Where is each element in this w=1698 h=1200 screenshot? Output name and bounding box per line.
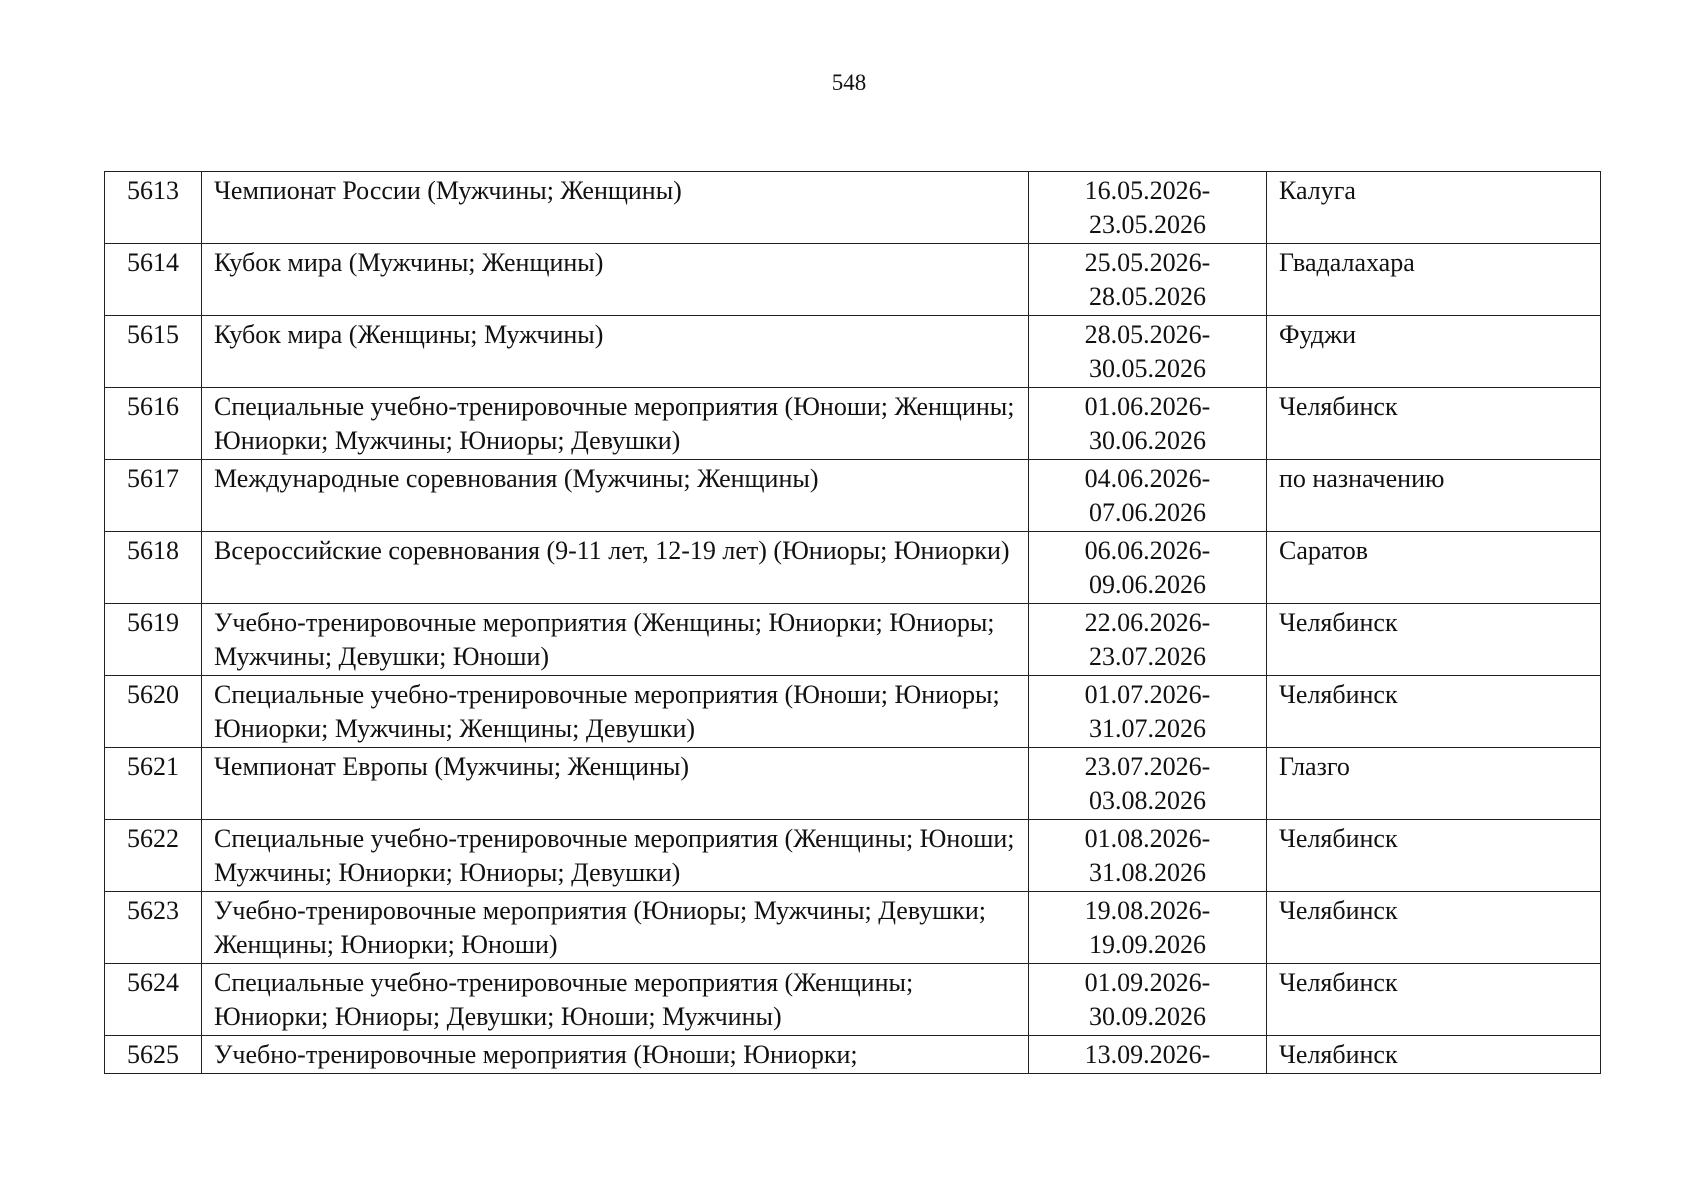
date-end: 28.05.2026 — [1089, 282, 1206, 311]
date-start: 25.05.2026- — [1084, 248, 1211, 277]
date-end: 31.08.2026 — [1089, 858, 1206, 887]
date-start: 01.09.2026- — [1084, 968, 1211, 997]
event-name: Кубок мира (Мужчины; Женщины) — [202, 244, 1029, 316]
event-dates — [1029, 1036, 1267, 1074]
row-number: 5624 — [105, 964, 202, 1036]
date-start: 06.06.2026- — [1084, 536, 1211, 565]
event-name: Специальные учебно-тренировочные мероприятия (Женщины; Юноши; Мужчины; Юниорки; Юниоры; Девушки) — [202, 820, 1029, 892]
event-place: Челябинск — [1267, 820, 1601, 892]
row-number: 5625 — [105, 1036, 202, 1074]
table-row — [105, 172, 1601, 244]
date-end: 30.09.2026 — [1089, 1002, 1206, 1031]
event-place: Глазго — [1267, 748, 1601, 820]
page-number: 548 — [831, 70, 867, 95]
date-start: 04.06.2026- — [1084, 464, 1211, 493]
date-start: 01.07.2026- — [1084, 680, 1211, 709]
event-name: Учебно-тренировочные мероприятия (Женщины; Юниорки; Юниоры; Мужчины; Девушки; Юноши) — [202, 604, 1029, 676]
event-place: Челябинск — [1267, 604, 1601, 676]
event-name: Специальные учебно-тренировочные мероприятия (Юноши; Женщины; Юниорки; Мужчины; Юниоры; Девушки) — [202, 388, 1029, 460]
event-place: Челябинск — [1267, 892, 1601, 964]
date-end: 31.07.2026 — [1089, 714, 1206, 743]
date-start: 22.06.2026- — [1084, 608, 1211, 637]
event-dates — [1029, 460, 1267, 532]
row-number: 5623 — [105, 892, 202, 964]
date-end: 07.06.2026 — [1089, 498, 1206, 527]
event-place: Гвадалахара — [1267, 244, 1601, 316]
event-dates — [1029, 820, 1267, 892]
event-place: Челябинск — [1267, 388, 1601, 460]
row-number: 5620 — [105, 676, 202, 748]
event-name: Всероссийские соревнования (9-11 лет, 12-19 лет) (Юниоры; Юниорки) — [202, 532, 1029, 604]
date-end: 30.05.2026 — [1089, 354, 1206, 383]
event-dates — [1029, 316, 1267, 388]
date-end: 23.05.2026 — [1089, 210, 1206, 239]
event-name: Учебно-тренировочные мероприятия (Юноши; Юниорки; — [202, 1036, 1029, 1074]
table-row — [105, 748, 1601, 820]
date-end: 23.07.2026 — [1089, 642, 1206, 671]
date-start: 01.08.2026- — [1084, 824, 1211, 853]
row-number: 5614 — [105, 244, 202, 316]
event-dates — [1029, 676, 1267, 748]
events-table — [104, 171, 1601, 1074]
date-start: 16.05.2026- — [1084, 176, 1211, 205]
event-dates — [1029, 964, 1267, 1036]
event-name: Чемпионат Европы (Мужчины; Женщины) — [202, 748, 1029, 820]
table-row — [105, 460, 1601, 532]
event-place: Калуга — [1267, 172, 1601, 244]
date-start: 28.05.2026- — [1084, 320, 1211, 349]
table-row — [105, 244, 1601, 316]
table-row — [105, 676, 1601, 748]
table-row — [105, 532, 1601, 604]
date-end: 30.06.2026 — [1089, 426, 1206, 455]
row-number: 5617 — [105, 460, 202, 532]
event-dates — [1029, 172, 1267, 244]
row-number: 5618 — [105, 532, 202, 604]
event-dates — [1029, 892, 1267, 964]
row-number: 5613 — [105, 172, 202, 244]
event-dates — [1029, 388, 1267, 460]
event-dates — [1029, 244, 1267, 316]
table-row — [105, 820, 1601, 892]
event-place: Челябинск — [1267, 1036, 1601, 1074]
date-start: 19.08.2026- — [1084, 896, 1211, 925]
date-start: 13.09.2026- — [1084, 1040, 1211, 1069]
table-row — [105, 316, 1601, 388]
date-end: 03.08.2026 — [1089, 786, 1206, 815]
event-place: по назначению — [1267, 460, 1601, 532]
event-place: Фуджи — [1267, 316, 1601, 388]
row-number: 5621 — [105, 748, 202, 820]
date-start: 01.06.2026- — [1084, 392, 1211, 421]
row-number: 5616 — [105, 388, 202, 460]
event-name: Учебно-тренировочные мероприятия (Юниоры; Мужчины; Девушки; Женщины; Юниорки; Юноши) — [202, 892, 1029, 964]
date-start: 23.07.2026- — [1084, 752, 1211, 781]
event-dates — [1029, 604, 1267, 676]
event-dates — [1029, 748, 1267, 820]
row-number: 5619 — [105, 604, 202, 676]
row-number: 5615 — [105, 316, 202, 388]
row-number: 5622 — [105, 820, 202, 892]
date-end: 09.06.2026 — [1089, 570, 1206, 599]
table-row — [105, 388, 1601, 460]
event-place: Челябинск — [1267, 676, 1601, 748]
table-row — [105, 964, 1601, 1036]
date-end: 19.09.2026 — [1089, 930, 1206, 959]
event-name: Чемпионат России (Мужчины; Женщины) — [202, 172, 1029, 244]
table-row — [105, 892, 1601, 964]
event-name: Международные соревнования (Мужчины; Женщины) — [202, 460, 1029, 532]
event-place: Саратов — [1267, 532, 1601, 604]
table-row — [105, 604, 1601, 676]
event-place: Челябинск — [1267, 964, 1601, 1036]
table-row — [105, 1036, 1601, 1074]
event-name: Кубок мира (Женщины; Мужчины) — [202, 316, 1029, 388]
event-name: Специальные учебно-тренировочные мероприятия (Женщины; Юниорки; Юниоры; Девушки; Юноши; Мужчины) — [202, 964, 1029, 1036]
event-dates — [1029, 532, 1267, 604]
event-name: Специальные учебно-тренировочные мероприятия (Юноши; Юниоры; Юниорки; Мужчины; Женщины; Девушки) — [202, 676, 1029, 748]
